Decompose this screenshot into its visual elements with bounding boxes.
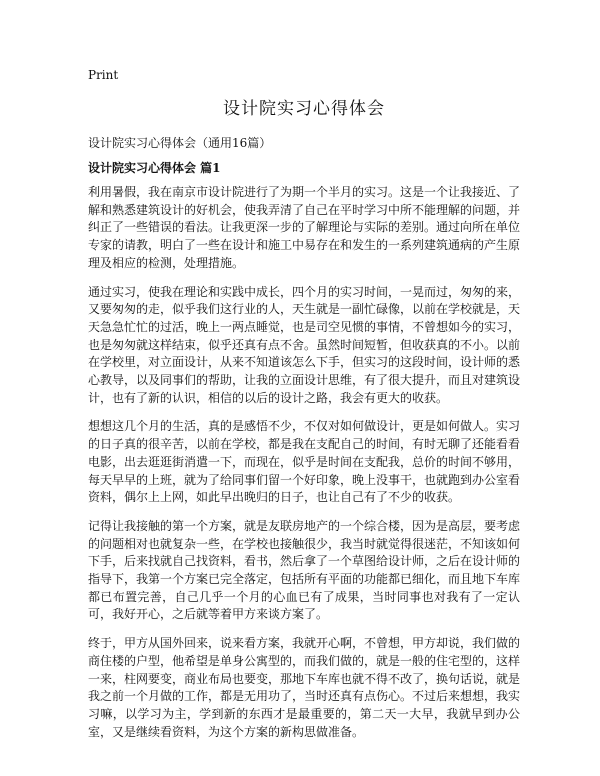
page-title: 设计院实习心得体会 bbox=[223, 99, 385, 119]
paragraph: 想想这几个月的生活，真的是感悟不少，不仅对如何做设计，更是如何做人。实习的日子真的很辛苦，以前在学校，都是我在支配自己的时间，有时无聊了还能看看电影，出去逛逛街消遣一下，而现在，似乎是时间在支配我，总价的时间不够用，每天早早的上班，就为了给同事们留一个好印象，晚上没事干，也就跑到办公室看资料，偶尔上上网，如此早出晚归的日子，也让自己有了不少的收获。 bbox=[88, 419, 521, 505]
document-subtitle: 设计院实习心得体会（通用16篇） bbox=[88, 136, 272, 150]
paragraph: 记得让我接触的第一个方案，就是友联房地产的一个综合楼，因为是高层，要考虑的问题相对也就复杂一些，在学校也接触很少，我当时就觉得很迷茫，不知该如何下手，后来找就自己找资料，看书，然后拿了一个草图给设计师，之后在设计师的指导下，我第一个方案已完全落定，包括所有平面的功能都已细化，而且地下车库都已布置完善，自己几乎一个月的心血已有了成果，当时同事也对我有了一定认可，我好开心，之后就等着甲方来谈方案了。 bbox=[88, 518, 521, 622]
article-body bbox=[88, 184, 520, 752]
print-label: Print bbox=[88, 68, 119, 82]
paragraph: 通过实习，使我在理论和实践中成长，四个月的实习时间，一晃而过，匆匆的来，又要匆匆的走，似乎我们这行业的人，天生就是一副忙碌像，以前在学校就是，天天急急忙忙的过活，晚上一两点睡觉，也是司空见惯的事情，不曾想如今的实习，也是匆匆就这样结束，似乎还真有点不舍。虽然时间短暂，但收获真的不小。以前在学校里，对立面设计，从来不知道该怎么下手，但实习的这段时间，设计师的悉心教导，以及同事们的帮助，让我的立面设计思维，有了很大提升，而且对建筑设计，也有了新的认识，相信的以后的设计之路，我会有更大的收获。 bbox=[88, 284, 521, 405]
paragraph: 终于，甲方从国外回来，说来看方案，我就开心啊，不曾想，甲方却说，我们做的商住楼的户型，他希望是单身公寓型的，而我们做的，就是一般的住宅型的，这样一来，柱网要变，商业布局也要变，那地下车库也就不得不改了，换句话说，就是我之前一个月做的工作，都是无用功了，当时还真有点伤心。不过后来想想，我实习嘛，以学习为主，学到新的东西才是最重要的，第二天一大早，我就早到办公室，又是继续看资料，为这个方案的新构思做准备。 bbox=[88, 636, 521, 739]
paragraph: 利用暑假，我在南京市设计院进行了为期一个半月的实习。这是一个让我接近、了解和熟悉建筑设计的好机会，使我弄清了自己在平时学习中所不能理解的问题，并纠正了一些错误的看法。让我更深一步的了解理论与实际的差别。通过向所在单位专家的请教，明白了一些在设计和施工中易存在和发生的一系列建筑通病的产生原理及相应的检测，处理措施。 bbox=[88, 185, 521, 270]
section-heading: 设计院实习心得体会 篇1 bbox=[88, 161, 221, 175]
